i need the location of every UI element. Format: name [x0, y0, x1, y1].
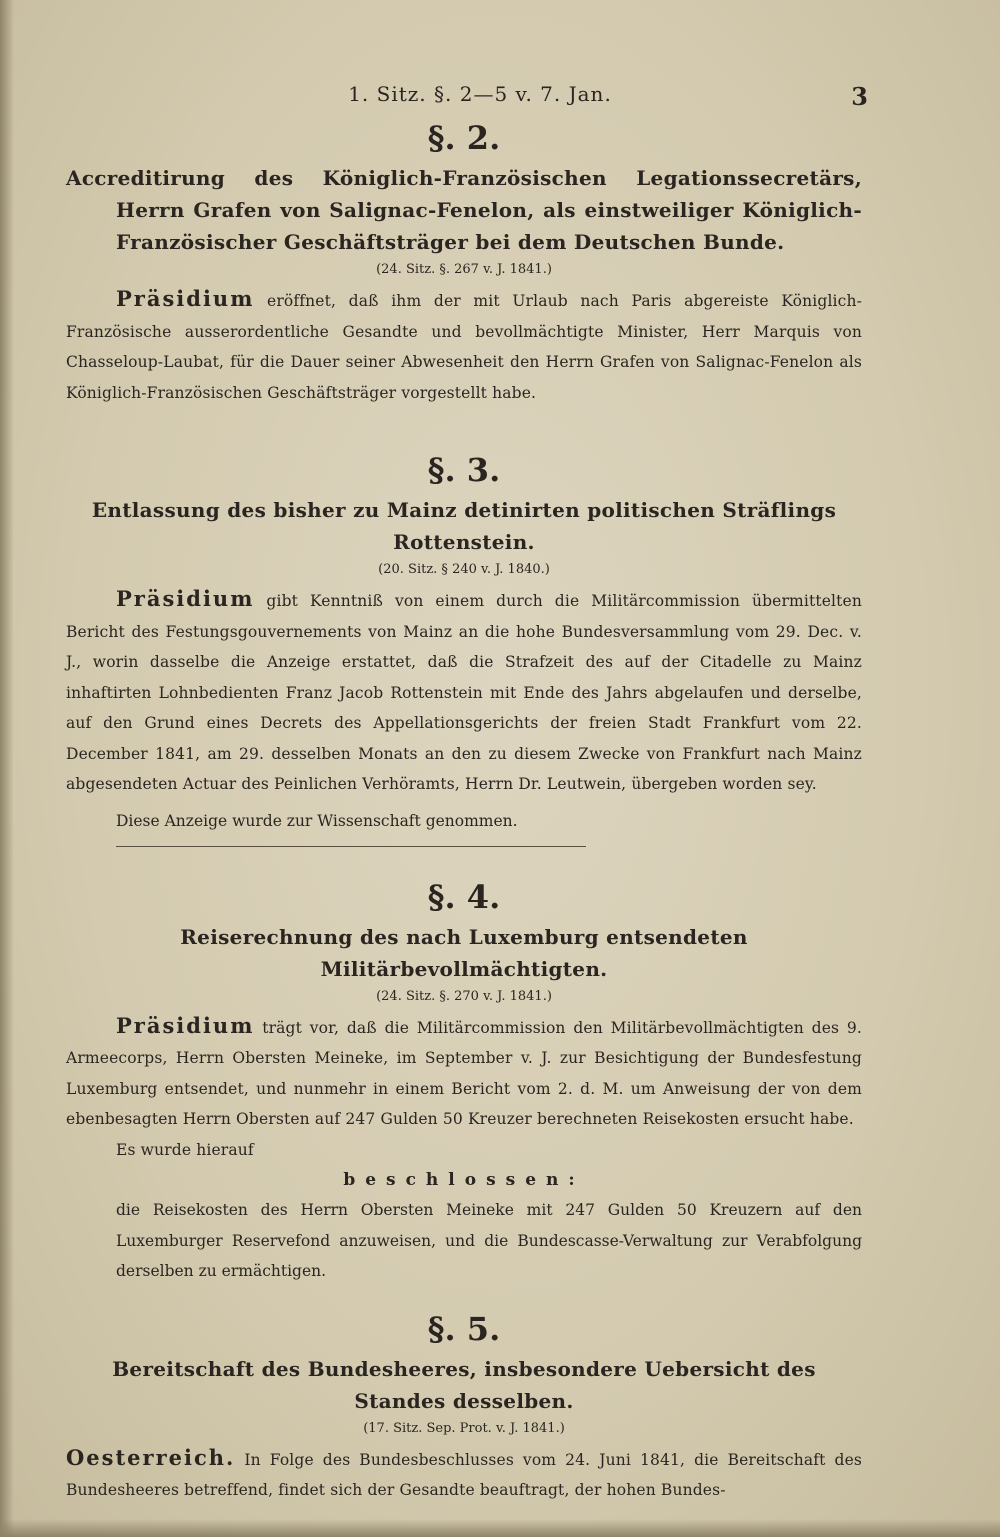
- section-lead: Präsidium: [116, 286, 255, 311]
- section-text: trägt vor, daß die Militärcommission den Militärbevollmächtigten des 9. Armeecorps, Herrn Obersten Meineke, im September v. J. zur Besichtigung der Bundesfestung Luxemburg entsendet, und nunmehr in einem Bericht vom 2. d. M. um Anweisung der von dem ebenbesagten Herrn Obersten auf 247 Gulden 50 Kreuzer berechneten Reisekosten ersucht habe.: [66, 1018, 863, 1128]
- resolution-keyword: beschlossen:: [343, 1170, 585, 1190]
- section-text: In Folge des Bundesbeschlusses vom 24. Juni 1841, die Bereitschaft des Bundesheeres betreffend, findet sich der Gesandte beauftragt, der hohen Bundes-: [66, 1450, 863, 1499]
- section-2: [66, 118, 862, 408]
- section-title: Entlassung des bisher zu Mainz detinirten politischen Sträflings Rottenstein.: [91, 498, 837, 554]
- section-5: [66, 1309, 862, 1506]
- section-lead: Oesterreich.: [66, 1444, 236, 1470]
- resolution-text: die Reisekosten des Herrn Obersten Meineke mit 247 Gulden 50 Kreuzern auf den Luxemburger Reservefond anzuweisen, und die Bundescasse-Verwaltung zur Verabfolgung derselben zu ermächtigen.: [116, 1201, 862, 1280]
- section-title: Reiserechnung des nach Luxemburg entsendeten Militärbevollmächtigten.: [180, 924, 748, 981]
- section-divider: [116, 846, 586, 847]
- section-body: [66, 584, 862, 800]
- section-4: [66, 877, 862, 1287]
- section-lead: Präsidium: [116, 1012, 255, 1038]
- section-number: §. 2.: [427, 119, 501, 157]
- section-note: Diese Anzeige wurde zur Wissenschaft genommen.: [116, 811, 518, 830]
- section-reference: (24. Sitz. §. 267 v. J. 1841.): [376, 262, 552, 277]
- section-number: §. 4.: [427, 877, 501, 916]
- section-body: [66, 1443, 862, 1506]
- section-body: [66, 284, 862, 408]
- section-number: §. 3.: [427, 451, 501, 489]
- section-lead: Präsidium: [116, 586, 255, 611]
- section-reference: (17. Sitz. Sep. Prot. v. J. 1841.): [363, 1420, 565, 1436]
- section-reference: (24. Sitz. §. 270 v. J. 1841.): [376, 988, 552, 1004]
- section-text: eröffnet, daß ihm der mit Urlaub nach Paris abgereiste Königlich-Französische ausserordentliche Gesandte und bevollmächtigte Minister, Herr Marquis von Chasseloup-Laubat, für die Dauer seiner Abwesenheit den Herrn Grafen von Salignac-Fenelon als Königlich-Französischen Geschäftsträger vorgestellt habe.: [66, 292, 863, 402]
- section-reference: (20. Sitz. § 240 v. J. 1840.): [378, 562, 550, 577]
- section-text: gibt Kenntniß von einem durch die Militärcommission übermittelten Bericht des Festungsgouvernements von Mainz an die hohe Bundesversammlung vom 29. Dec. v. J., worin dasselbe die Anzeige erstattet, daß die Strafzeit des auf der Citadelle zu Mainz inhaftirten Lohnbedienten Franz Jacob Rottenstein mit Ende des Jahrs abgelaufen und derselbe, auf den Grund eines Decrets des Appellationsgerichts der freien Stadt Frankfurt vom 22. December 1841, am 29. desselben Monats an den zu diesem Zwecke von Frankfurt nach Mainz abgesendeten Actuar des Peinlichen Verhöramts, Herrn Dr. Leutwein, übergeben worden sey.: [66, 592, 863, 793]
- running-head: 1. Sitz. §. 2—5 v. 7. Jan.: [348, 82, 612, 106]
- section-body: [66, 1011, 862, 1135]
- page-edge-shadow: [0, 0, 14, 1537]
- section-intro: Es wurde hierauf: [116, 1140, 254, 1159]
- section-title: Bereitschaft des Bundesheeres, insbesondere Uebersicht des Standes desselben.: [112, 1356, 816, 1413]
- section-3: [66, 450, 862, 847]
- page-content: [66, 118, 862, 1506]
- page-header: [0, 82, 1000, 112]
- page-number: 3: [851, 82, 868, 111]
- section-number: §. 5.: [427, 1309, 501, 1348]
- page-bottom-shadow: [0, 1519, 1000, 1537]
- section-title: Accreditirung des Königlich-Französischen Legationssecretärs, Herrn Grafen von Salignac-Fenelon, als einstweiliger Königlich-Französischer Geschäftsträger bei dem Deutschen Bunde.: [66, 166, 862, 254]
